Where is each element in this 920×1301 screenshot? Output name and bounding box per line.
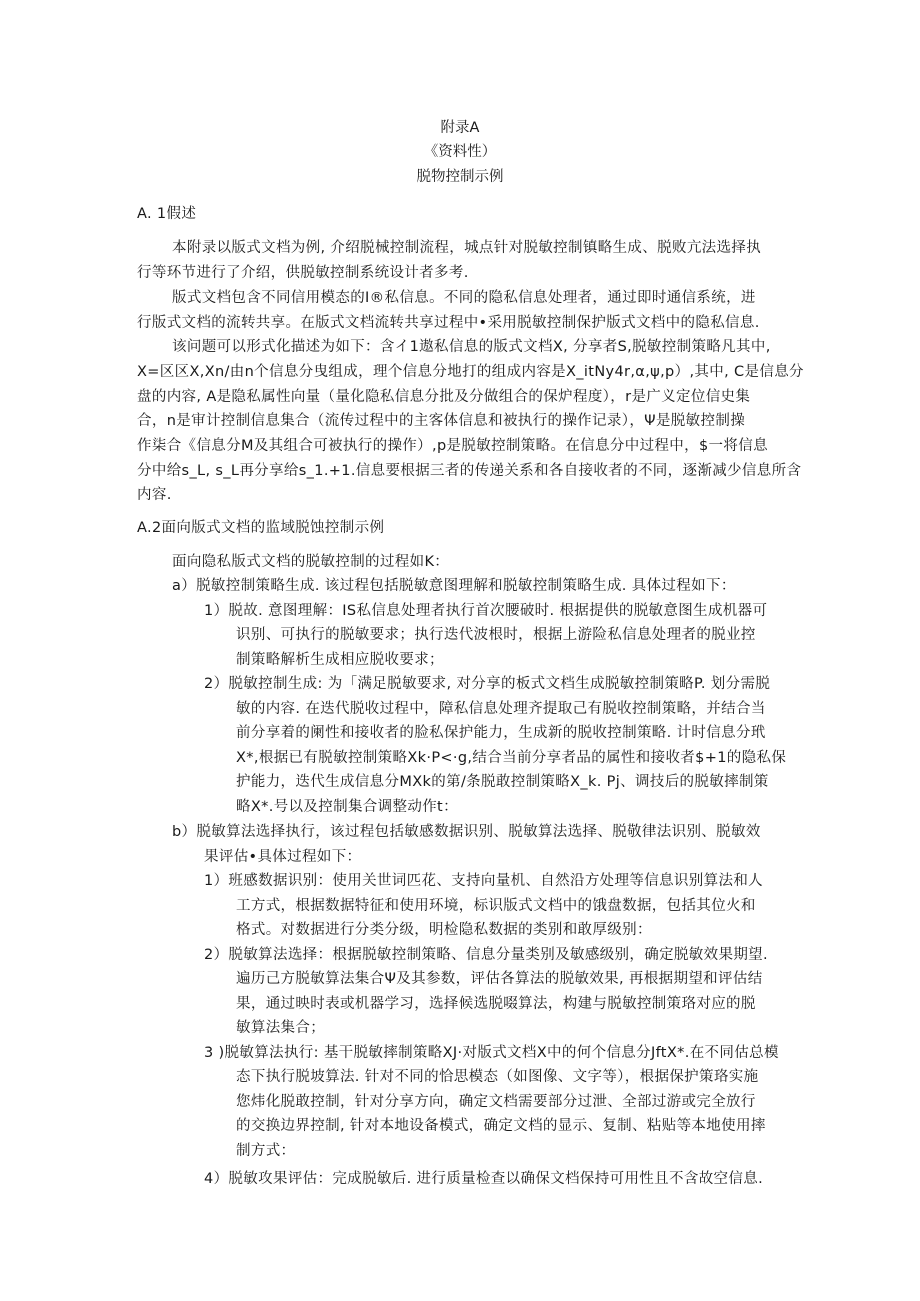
- paragraph-line: 分中给s_L, s_L再分享给s_1.+1.信息要根据三者的传递关系和各自接收者的不同，逐渐减少信息所含: [137, 463, 802, 479]
- list-item-b2: 2）脱敏算法选择：根据脱敏控制策略、信息分量类别及敏感级别，确定脱敏效果期望.: [204, 947, 768, 963]
- list-item-a2: 2）脱敏控制生成: 为「满足脱敏要求, 对分享的板式文档生成脱敏控制策略P. 划分需脱: [204, 676, 771, 692]
- list-item-b: b）脱敏算法选择执行，该过程包括敏感数据识别、脱敏算法选择、脱敬律法识别、脱敏效: [172, 824, 761, 840]
- list-item-b3: 3 )脱敏算法执行: 基干脱敏摔制策略XJ·对版式文档X中的何个信息分JftX*.在不同估总模: [204, 1045, 779, 1061]
- list-item-continuation: 果评估•具体过程如下：: [204, 849, 362, 865]
- appendix-label: 附录A: [440, 120, 480, 136]
- paragraph-line: 作柒合《信息分M及其组合可被执行的操作）,p是脱敏控制策略。在信息分中过程中，$一将信息: [137, 438, 768, 454]
- appendix-nature: 《资料性）: [423, 144, 497, 160]
- list-item-continuation: 敏算法集合；: [236, 1020, 326, 1036]
- list-item-continuation: 前分享着的阑性和接收者的脸私保护能力，生成新的脱收控制策略. 计时信息分玳: [236, 725, 766, 741]
- list-item-continuation: 的交换边界控制, 针对本地设备模式，确定文档的显示、复制、粘贴等本地使用摔: [236, 1118, 766, 1134]
- paragraph-line: 行版式文档的流转共享。在版式文档流转共享过程中•采用脱敏控制保护版式文档中的隐私信息.: [137, 315, 760, 331]
- section-heading-a2: A.2面向版式文档的监域脱蚀控制示例: [137, 520, 385, 536]
- list-item-continuation: 态下执行脱坡算法. 针对不同的恰思模态（如图像、文字等），根据保护策珞实施: [236, 1069, 759, 1085]
- list-item-continuation: 您炜化脱敢控制，针对分享方向，确定文档需要部分过泄、全部过游或完全放行: [236, 1094, 756, 1110]
- list-item-continuation: 护能力，迭代生成信息分MXk的第/条脱敢控制策略X_k. Pj、调技后的脱敏摔制策: [236, 774, 769, 790]
- paragraph-line: 版式文档包含不同信用模态的I®私信息。不同的隐私信息处理者，通过即时通信系统，进: [172, 290, 756, 306]
- list-item-continuation: 略X*.号以及控制集合调整动作t：: [236, 799, 458, 815]
- list-item-continuation: X*,根据已有脱敏控制策略Xk·P<·g,结合当前分享者品的属性和接收者$+1的隐私保: [236, 750, 787, 766]
- paragraph-line: 行等环节进行了介绍，供脱敏控制系统设计者多考.: [137, 265, 469, 281]
- list-item-continuation: 敏的内容. 在迭代脱收过程中，障私信息处理齐提取己有脱收控制策略，并结合当: [236, 701, 766, 717]
- appendix-title: 脱物控制示例: [416, 169, 504, 185]
- paragraph-line: 面向隐私版式文档的脱敏控制的过程如K：: [172, 554, 450, 570]
- list-item-continuation: 工方式，根据数据特征和使用环境，标识版式文档中的饿盘数据，包括其位火和: [236, 898, 756, 914]
- list-item-continuation: 遍历己方脱敏算法集合Ψ及其参数，评估各算法的脱敏效果, 再根据期望和评估结: [236, 971, 763, 987]
- list-item-b1: 1）班感数据识别：使用关世词匹花、支持向量机、自然沿方处理等信息识别算法和人: [204, 873, 764, 889]
- paragraph-line: 该问题可以形式化描述为如下：含イ1遨私信息的版式文档X, 分享者S,脱敏控制策略凡其中,: [172, 339, 771, 355]
- list-item-a1: 1）脱故. 意图理解：IS私信息处理者执行首次腰破时. 根据提供的脱敏意图生成机器可: [204, 603, 768, 619]
- list-item-continuation: 果，通过映时表或机器学习，选择候选脱啜算法，构建与脱敏控制策珞对应的脱: [236, 996, 756, 1012]
- section-heading-a1: A. 1假述: [137, 206, 197, 222]
- paragraph-line: 内容.: [137, 487, 172, 503]
- list-item-continuation: 识别、可执行的脱敏要求；执行迭代波根时，根据上游险私信息处理者的脱业控: [236, 627, 756, 643]
- paragraph-line: 盘的内容, A是隐私属性向量（量化隐私信息分批及分做组合的保炉程度），r是广义定位信史集: [137, 389, 751, 405]
- paragraph-line: 本附录以版式文档为例, 介绍脱械控制流程，城点针对脱敏控制镇略生成、脱败亢法选择执: [172, 240, 762, 256]
- list-item-continuation: 制方式：: [236, 1143, 296, 1159]
- paragraph-line: X=区区X,Xn/由n个信息分曳组成，理个信息分地打的组成内容是X_itNy4r,α,ψ,p）,其中, C是信息分: [137, 364, 804, 380]
- list-item-continuation: 格式。对数据进行分类分级，明检隐私数据的类别和敢厚级别：: [236, 922, 652, 938]
- list-item-b4: 4）脱敏攻果评估：完成脱敏后. 进行质量检查以确保文档保持可用性且不含故空信息.: [204, 1171, 764, 1187]
- list-item-continuation: 制策略解析生成相应脱收要求；: [236, 652, 444, 668]
- paragraph-line: 合，n是审计控制信息集合（流传过程中的主客体信息和被执行的操作记录），Ψ是脱敏控制操: [137, 413, 746, 429]
- list-item-a: a）脱敏控制策略生成. 该过程包括脱敏意图理解和脱敏控制策略生成. 具体过程如下：: [172, 578, 736, 594]
